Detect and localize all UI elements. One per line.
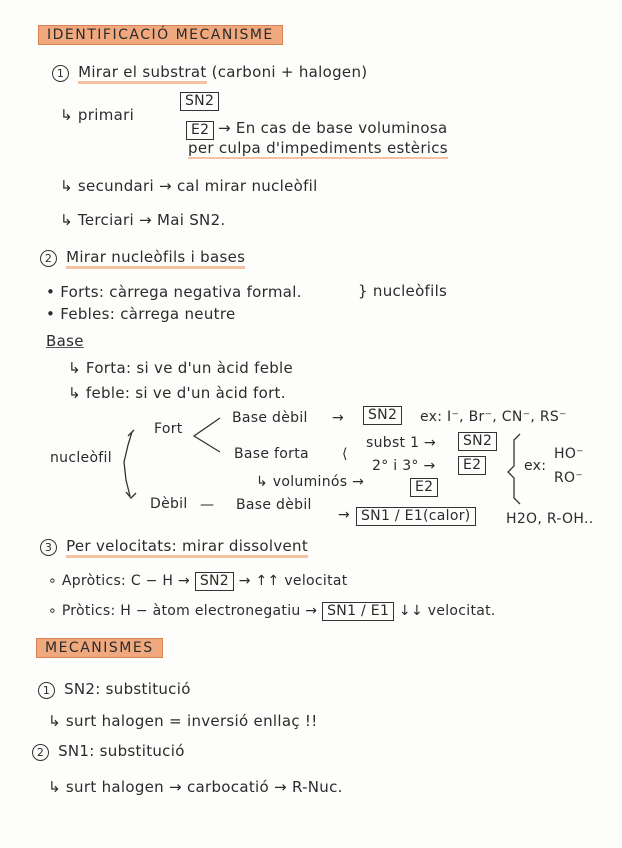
arrow-1: → bbox=[332, 410, 345, 426]
aprotics-text: ∘ Apròtics: C − H → bbox=[48, 573, 191, 589]
tree-voluminos: ↳ voluminós → bbox=[256, 474, 365, 490]
aprotics-result: → ↑↑ velocitat bbox=[238, 573, 348, 589]
primari-label: ↳ primari bbox=[60, 106, 135, 124]
heading-text: Mirar el substrat bbox=[78, 63, 206, 84]
mechanism-1-detail: ↳ surt halogen = inversió enllaç !! bbox=[48, 712, 318, 730]
forts-line: • Forts: càrrega negativa formal. bbox=[46, 283, 302, 301]
e2-note-2: per culpa d'impediments estèrics bbox=[188, 139, 448, 157]
aprotics-line bbox=[48, 572, 348, 591]
tree-subst23: 2° i 3° → bbox=[372, 458, 436, 474]
tree-base-debil-2: Base dèbil bbox=[236, 497, 312, 513]
tree-ex3: H2O, R-OH.. bbox=[506, 511, 594, 527]
tree-ro: RO⁻ bbox=[554, 470, 584, 486]
mechanism-2 bbox=[32, 742, 185, 761]
tree-sn2-b bbox=[458, 432, 497, 451]
base-feble-line: ↳ feble: si ve d'un àcid fort. bbox=[68, 384, 286, 402]
terciari-line: ↳ Terciari → Mai SN2. bbox=[60, 211, 226, 229]
sn2-box: SN2 bbox=[195, 572, 234, 591]
tree-e2-a bbox=[458, 456, 486, 475]
tree-ex1: ex: I⁻, Br⁻, CN⁻, RS⁻ bbox=[420, 409, 567, 425]
tree-debil: Dèbil bbox=[150, 496, 188, 512]
tree-fort: Fort bbox=[154, 421, 183, 437]
protics-result: ↓↓ velocitat. bbox=[398, 603, 496, 619]
mechanism-1 bbox=[38, 680, 191, 699]
arrow-debil: — bbox=[200, 497, 215, 513]
protics-line bbox=[48, 602, 496, 621]
sn2-box: SN2 bbox=[180, 92, 219, 111]
sn2-box: SN2 bbox=[458, 432, 497, 451]
heading-text: Per velocitats: mirar dissolvent bbox=[66, 537, 308, 558]
step-number: 2 bbox=[32, 744, 49, 761]
heading-text: Mirar nucleòfils i bases bbox=[66, 248, 245, 269]
sn2-box: SN2 bbox=[363, 406, 402, 425]
step-number: 3 bbox=[40, 539, 57, 556]
base-heading: Base bbox=[46, 332, 84, 350]
tree-sn2-a bbox=[363, 406, 402, 425]
sn1-e1-box: SN1 / E1(calor) bbox=[356, 507, 476, 526]
tree-nucleofil: nucleòfil bbox=[50, 450, 112, 466]
tree-ho: HO⁻ bbox=[554, 446, 584, 462]
step-number: 1 bbox=[52, 65, 69, 82]
e2-box: E2 bbox=[186, 121, 214, 140]
tree-sn1e1 bbox=[356, 507, 476, 526]
tree-e2-b bbox=[410, 478, 438, 497]
e2-box: E2 bbox=[410, 478, 438, 497]
section-title-mecanismes: MECANISMES bbox=[36, 638, 163, 658]
tree-base-debil-1: Base dèbil bbox=[232, 410, 308, 426]
step-number: 2 bbox=[40, 250, 57, 267]
e2-note: → En cas de base voluminosa bbox=[218, 119, 448, 137]
mechanism-2-detail: ↳ surt halogen → carbocatió → R-Nuc. bbox=[48, 778, 343, 796]
arrow-2: → bbox=[338, 507, 351, 523]
febles-line: • Febles: càrrega neutre bbox=[46, 305, 236, 323]
step-3-heading bbox=[40, 537, 308, 556]
step-number: 1 bbox=[38, 682, 55, 699]
sn1-e1-box: SN1 / E1 bbox=[322, 602, 394, 621]
section-title-identificacio: IDENTIFICACIÓ MECANISME bbox=[38, 25, 283, 45]
mechanism-2-text: SN1: substitució bbox=[58, 742, 185, 760]
tree-ex2-label: ex: bbox=[524, 458, 547, 474]
small-brace: ⟨ bbox=[342, 446, 348, 462]
secundari-line: ↳ secundari → cal mirar nucleòfil bbox=[60, 177, 318, 195]
nucleofils-brace: } nucleòfils bbox=[358, 282, 448, 300]
protics-text: ∘ Pròtics: H − àtom electronegatiu → bbox=[48, 603, 318, 619]
tree-base-forta: Base forta bbox=[234, 446, 309, 462]
mechanism-1-text: SN2: substitució bbox=[64, 680, 191, 698]
heading-paren: (carboni + halogen) bbox=[211, 63, 368, 81]
tree-subst1: subst 1 → bbox=[366, 435, 437, 451]
e2-box: E2 bbox=[458, 456, 486, 475]
base-forta-line: ↳ Forta: si ve d'un àcid feble bbox=[68, 359, 294, 377]
